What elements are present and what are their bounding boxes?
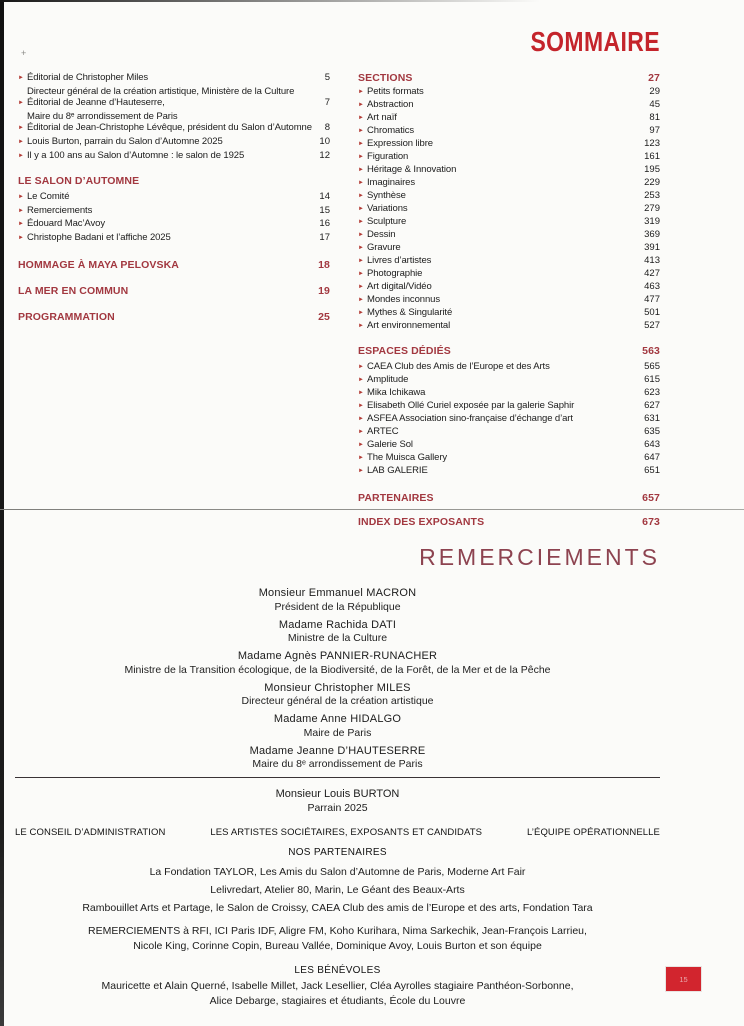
toc-entry-label: Amplitude [367, 374, 409, 385]
toc-entry-label: Elisabeth Ollé Curiel exposée par la galerie Saphir [367, 400, 575, 411]
toc-entry-page: 615 [644, 374, 660, 385]
toc-entry-page: 15 [319, 204, 330, 216]
bullet-triangle-icon [358, 177, 367, 189]
toc-entry-page: 229 [644, 177, 660, 188]
bullet-triangle-icon [18, 98, 27, 110]
toc-entry [358, 164, 660, 177]
toc-entry-page: 195 [644, 164, 660, 175]
bullet-triangle-icon [358, 439, 367, 451]
bullet-triangle-icon [358, 125, 367, 137]
toc-heading-label: LE SALON D’AUTOMNE [18, 175, 140, 188]
toc-heading-label: PARTENAIRES [358, 492, 434, 504]
toc-entry [358, 255, 660, 268]
person-role: Directeur général de la création artistique [241, 695, 434, 707]
toc-entry-label: Il y a 100 ans au Salon d’Automne : le salon de 1925 [27, 149, 245, 161]
page-title-remerciements: REMERCIEMENTS [419, 544, 660, 570]
toc-entry [358, 320, 660, 333]
benevoles-line: Alice Debarge, stagiaires et étudiants, École du Louvre [209, 994, 466, 1007]
toc-entry-label: Livres d’artistes [367, 255, 432, 266]
bullet-triangle-icon [358, 294, 367, 306]
toc-entry-page: 81 [649, 112, 660, 123]
toc-entry [18, 191, 330, 205]
person-name: Monsieur Emmanuel MACRON [258, 587, 417, 599]
parrain-entry [15, 788, 660, 815]
toc-entry-page: 45 [649, 99, 660, 110]
person-name: Madame Jeanne D’HAUTESERRE [249, 744, 426, 757]
toc-heading-salon [18, 175, 330, 188]
bullet-triangle-icon [358, 164, 367, 176]
benevoles-heading: LES BÉNÉVOLES [294, 964, 381, 976]
group-heading: LE CONSEIL D’ADMINISTRATION [15, 826, 166, 838]
toc-entry-label: Chromatics [367, 125, 415, 136]
person-entry [15, 713, 660, 740]
person-name: Madame Rachida DATI [278, 618, 397, 631]
toc-entry-page: 5 [324, 72, 330, 83]
toc-entry-page: 97 [649, 125, 660, 136]
page-number-badge [666, 967, 701, 991]
media-thanks-line: Nicole King, Corinne Copin, Bureau Vallée, Dominique Avoy, Louis Burton et son équipe [133, 940, 542, 952]
person-entry [15, 682, 660, 709]
bullet-triangle-icon [18, 233, 27, 245]
toc-entry-label: Photographie [367, 268, 423, 279]
toc-heading-page: 673 [642, 516, 660, 528]
toc-entry [358, 138, 660, 151]
toc-entry-page: 651 [644, 465, 660, 476]
toc-entry-label: Art environnemental [367, 320, 451, 331]
toc-entry [18, 122, 330, 136]
acknowledged-people-list [15, 587, 660, 771]
person-name: Monsieur Christopher MILES [264, 681, 411, 694]
toc-heading-page: 27 [648, 72, 660, 84]
scan-edge-top [0, 0, 540, 2]
page-title-sommaire: SOMMAIRE [530, 26, 660, 57]
toc-espaces-list [358, 361, 660, 478]
person-name: Madame Anne HIDALGO [273, 713, 402, 725]
bullet-triangle-icon [358, 374, 367, 386]
toc-entry [358, 203, 660, 216]
toc-entry-label: Art naïf [367, 112, 397, 123]
toc-entry [358, 151, 660, 164]
toc-entry-label: Figuration [367, 151, 409, 162]
bullet-triangle-icon [18, 206, 27, 218]
toc-heading [18, 311, 330, 324]
toc-entry-page: 319 [644, 216, 660, 227]
toc-entry-page: 16 [319, 218, 330, 230]
toc-entry-label: Mondes inconnus [367, 294, 440, 305]
toc-entry-label: Héritage & Innovation [367, 164, 457, 175]
toc-entry-page: 527 [644, 320, 660, 331]
toc-entry [358, 413, 660, 426]
person-name: Madame Agnès PANNIER-RUNACHER [237, 650, 438, 662]
toc-entry-label: Le Comité [27, 191, 70, 203]
horizontal-divider [15, 777, 660, 778]
toc-editorials-list [18, 72, 330, 163]
bullet-triangle-icon [358, 138, 367, 150]
toc-entry [18, 205, 330, 219]
scan-plus-artifact: + [21, 48, 27, 58]
toc-entry-page: 413 [644, 255, 660, 266]
sommaire-left-column [18, 72, 330, 324]
toc-entry [358, 177, 660, 190]
toc-entry [358, 426, 660, 439]
toc-entry-label: Art digital/Vidéo [367, 281, 432, 292]
toc-entry [358, 294, 660, 307]
toc-heading-label: LA MER EN COMMUN [18, 284, 129, 297]
partners-line: Rambouillet Arts et Partage, le Salon de Croissy, CAEA Club des amis de l’Europe et des arts, Fondation Tara [82, 901, 593, 914]
toc-entry-label: Synthèse [367, 190, 406, 201]
toc-entry-label: ARTEC [367, 426, 399, 437]
toc-heading-label: ESPACES DÉDIÉS [358, 345, 451, 357]
toc-entry [18, 232, 330, 246]
bullet-triangle-icon [358, 190, 367, 202]
toc-entry-label: Éditorial de Jeanne d’Hauteserre, [27, 97, 165, 109]
toc-entry-page: 29 [649, 86, 660, 97]
partners-line: Lelivredart, Atelier 80, Marin, Le Géant des Beaux-Arts [210, 883, 465, 896]
bullet-triangle-icon [358, 413, 367, 425]
toc-entry-page: 8 [324, 122, 330, 134]
scan-edge-left [0, 0, 4, 1026]
person-name: Monsieur Louis BURTON [275, 788, 400, 800]
toc-entry-label: LAB GALERIE [367, 465, 428, 476]
bullet-triangle-icon [358, 99, 367, 111]
person-role: Parrain 2025 [307, 801, 368, 814]
toc-entry [358, 125, 660, 138]
bullet-triangle-icon [18, 137, 27, 149]
toc-entry-page: 627 [644, 400, 660, 411]
toc-entry-label: Éditorial de Jean-Christophe Lévêque, président du Salon d’Automne [27, 122, 312, 134]
toc-heading-page: 19 [318, 284, 330, 297]
person-entry [15, 619, 660, 646]
toc-entry-page: 391 [644, 242, 660, 253]
bullet-triangle-icon [18, 192, 27, 204]
bullet-triangle-icon [18, 219, 27, 231]
toc-entry-page: 565 [644, 361, 660, 372]
toc-entry-label: Variations [367, 203, 408, 214]
bullet-triangle-icon [358, 229, 367, 241]
toc-entry-page: 17 [319, 231, 330, 243]
toc-entry-subtitle: Maire du 8ᵉ arrondissement de Paris [27, 110, 178, 122]
toc-entry-label: Mythes & Singularité [367, 307, 453, 318]
toc-entry [358, 361, 660, 374]
bullet-triangle-icon [358, 151, 367, 163]
partners-heading: NOS PARTENAIRES [288, 846, 387, 858]
toc-entry-page: 369 [644, 229, 660, 240]
media-thanks-line: REMERCIEMENTS à RFI, ICI Paris IDF, Aligre FM, Koho Kurihara, Nima Sarkechik, Jean-François Larrieu, [88, 924, 587, 937]
bullet-triangle-icon [358, 268, 367, 280]
toc-entry [18, 97, 330, 122]
toc-entry-page: 463 [644, 281, 660, 292]
person-role: Maire de Paris [303, 726, 372, 739]
toc-entry-page: 12 [319, 149, 330, 161]
person-role: Maire du 8ᵉ arrondissement de Paris [252, 758, 423, 770]
toc-entry-label: Petits formats [367, 86, 424, 97]
toc-entry-label: Expression libre [367, 138, 433, 149]
toc-entry-subtitle: Directeur général de la création artistique, Ministère de la Culture [27, 85, 295, 97]
toc-entry [358, 387, 660, 400]
group-heading: LES ARTISTES SOCIÉTAIRES, EXPOSANTS ET CANDIDATS [210, 826, 483, 838]
toc-entry-page: 253 [644, 190, 660, 201]
toc-entry-label: Édouard Mac’Avoy [27, 218, 105, 230]
toc-entry-label: Abstraction [367, 99, 414, 110]
toc-entry-page: 623 [644, 387, 660, 398]
bullet-triangle-icon [18, 73, 27, 85]
bullet-triangle-icon [358, 307, 367, 319]
toc-entry-label: Imaginaires [367, 177, 416, 188]
toc-entry-label: The Muisca Gallery [367, 452, 448, 463]
person-entry [15, 745, 660, 772]
toc-heading [18, 259, 330, 272]
toc-entry [358, 465, 660, 478]
bullet-triangle-icon [358, 255, 367, 267]
person-entry [15, 650, 660, 677]
toc-entry-page: 14 [319, 191, 330, 203]
toc-entry-page: 501 [644, 307, 660, 318]
bullet-triangle-icon [358, 452, 367, 464]
media-thanks-lines [15, 924, 660, 955]
toc-entry-label: Éditorial de Christopher Miles [27, 72, 149, 83]
bullet-triangle-icon [18, 151, 27, 163]
partners-line: La Fondation TAYLOR, Les Amis du Salon d’Automne de Paris, Moderne Art Fair [149, 865, 526, 878]
toc-entry-page: 631 [644, 413, 660, 424]
toc-entry [18, 72, 330, 97]
toc-heading-sections [358, 72, 660, 85]
person-role: Ministre de la Transition écologique, de la Biodiversité, de la Forêt, de la Mer et de la Pêche [124, 663, 551, 676]
toc-entry-page: 477 [644, 294, 660, 305]
bullet-triangle-icon [358, 203, 367, 215]
toc-heading-page: 657 [642, 492, 660, 504]
person-role: Président de la République [274, 600, 401, 613]
toc-entry [358, 112, 660, 125]
sommaire-right-column [358, 72, 660, 529]
toc-entry [358, 86, 660, 99]
toc-entry-page: 7 [324, 97, 330, 109]
toc-heading-partenaires [358, 492, 660, 505]
toc-entry-label: CAEA Club des Amis de l’Europe et des Arts [367, 361, 550, 372]
toc-entry-page: 427 [644, 268, 660, 279]
toc-entry-label: Dessin [367, 229, 396, 240]
toc-entry [358, 400, 660, 413]
toc-heading-label: INDEX DES EXPOSANTS [358, 516, 485, 528]
toc-entry-label: Remerciements [27, 204, 93, 216]
toc-entry-label: Christophe Badani et l’affiche 2025 [27, 231, 171, 243]
toc-entry-label: Sculpture [367, 216, 407, 227]
toc-heading [18, 285, 330, 298]
toc-entry [358, 452, 660, 465]
toc-entry [358, 307, 660, 320]
toc-entry [358, 281, 660, 294]
toc-entry [358, 268, 660, 281]
group-heading: L’ÉQUIPE OPÉRATIONNELLE [526, 826, 660, 838]
toc-heading-page: 18 [318, 258, 330, 271]
remerciements-page [15, 510, 660, 1009]
partners-lines [15, 863, 660, 917]
toc-entry-label: Gravure [367, 242, 401, 253]
toc-heading-label: SECTIONS [358, 72, 413, 84]
toc-entry-page: 161 [644, 151, 660, 162]
bullet-triangle-icon [358, 400, 367, 412]
toc-heading-page: 563 [642, 345, 660, 357]
toc-entry-label: Louis Burton, parrain du Salon d’Automne 2025 [27, 135, 223, 147]
toc-entry [358, 374, 660, 387]
toc-heading-page: 25 [318, 310, 330, 323]
bullet-triangle-icon [358, 387, 367, 399]
toc-sections-list [358, 86, 660, 333]
person-role: Ministre de la Culture [287, 632, 388, 644]
toc-entry-page: 123 [644, 138, 660, 149]
bullet-triangle-icon [358, 281, 367, 293]
toc-salon-list [18, 191, 330, 245]
bullet-triangle-icon [358, 242, 367, 254]
toc-heading-label: HOMMAGE À MAYA PELOVSKA [18, 258, 179, 271]
toc-entry [358, 229, 660, 242]
bullet-triangle-icon [358, 320, 367, 332]
toc-entry-page: 279 [644, 203, 660, 214]
toc-entry-label: ASFEA Association sino-française d’échange d’art [367, 413, 573, 424]
toc-entry [358, 99, 660, 112]
toc-entry-page: 643 [644, 439, 660, 450]
bullet-triangle-icon [358, 426, 367, 438]
toc-standalone-headings [18, 259, 330, 324]
toc-entry [358, 439, 660, 452]
person-entry [15, 587, 660, 614]
bullet-triangle-icon [358, 86, 367, 98]
toc-entry-label: Galerie Sol [367, 439, 413, 450]
toc-entry [358, 242, 660, 255]
benevoles-line: Mauricette et Alain Querné, Isabelle Millet, Jack Lesellier, Cléa Ayrolles stagiaire Panthéon-Sorbonne, [101, 979, 574, 992]
groups-heading-row [15, 827, 660, 838]
bullet-triangle-icon [18, 123, 27, 135]
toc-entry-page: 647 [644, 452, 660, 463]
toc-entry-page: 10 [319, 135, 330, 147]
toc-entry [18, 150, 330, 164]
page-number: 15 [679, 974, 688, 984]
bullet-triangle-icon [358, 112, 367, 124]
toc-heading-espaces [358, 345, 660, 358]
toc-heading-label: PROGRAMMATION [18, 310, 115, 323]
toc-entry-label: Mika Ichikawa [367, 387, 426, 398]
toc-entry [358, 216, 660, 229]
bullet-triangle-icon [358, 216, 367, 228]
toc-entry [18, 136, 330, 150]
toc-entry [358, 190, 660, 203]
toc-entry-page: 635 [644, 426, 660, 437]
toc-entry [18, 218, 330, 232]
benevoles-lines [15, 979, 660, 1009]
bullet-triangle-icon [358, 465, 367, 477]
bullet-triangle-icon [358, 361, 367, 373]
